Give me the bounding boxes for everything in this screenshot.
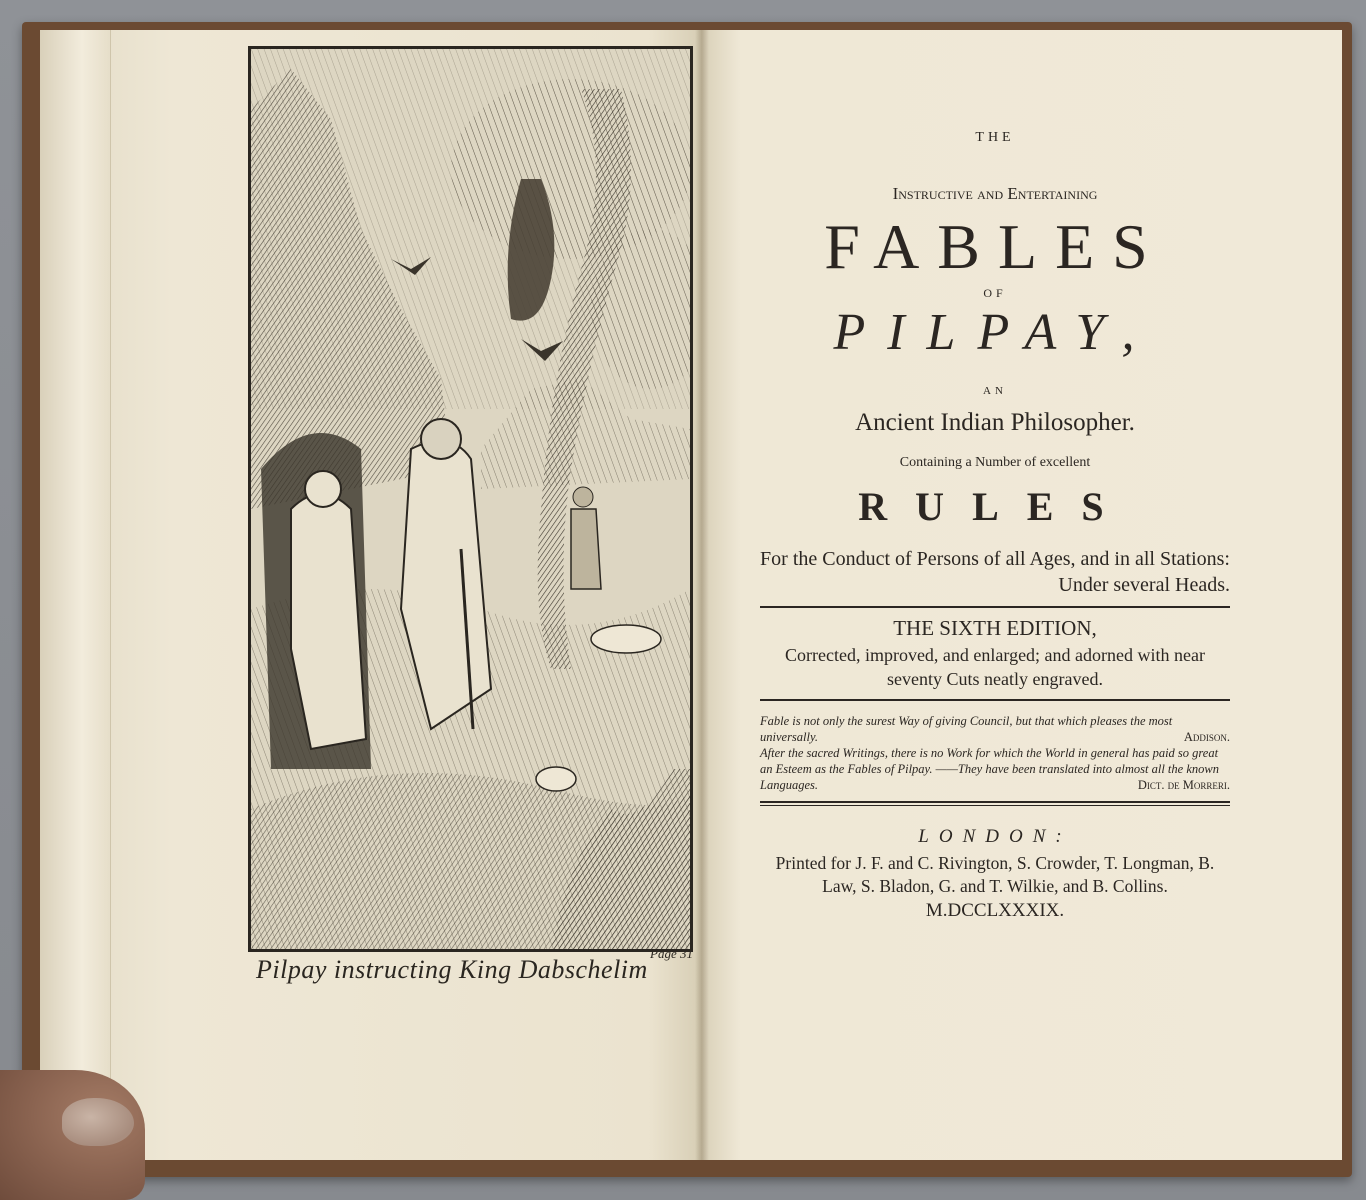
- frontispiece-engraving: [248, 46, 693, 952]
- epigraph-quote-2: After the sacred Writings, there is no Work for which the World in general has paid so great an Esteem as the Fables of Pilpay. ——They have been translated into almost all the known Languages. Dict. de Morreri.: [760, 746, 1230, 792]
- title-of: OF: [983, 286, 1007, 300]
- divider-rule-thin: [760, 805, 1230, 806]
- epigraph-quote-1: Fable is not only the surest Way of giving Council, but that which pleases the most universally. Addison.: [760, 714, 1230, 744]
- imprint-year: M.DCCLXXXIX.: [925, 900, 1065, 921]
- page-reference: Page 31: [650, 946, 693, 961]
- book-gutter: [695, 30, 709, 1160]
- frontispiece-caption: Pilpay instructing King Dabschelim: [256, 955, 648, 984]
- epigraph-author-1: Addison.: [1183, 730, 1230, 744]
- divider-rule: [760, 699, 1230, 701]
- title-page: [760, 130, 1230, 922]
- imprint-city: LONDON:: [918, 826, 1072, 847]
- title-main: FABLES: [824, 211, 1166, 282]
- imprint-printers: Printed for J. F. and C. Rivington, S. Crowder, T. Longman, B. Law, S. Bladon, G. and T. Wilkie, and B. Collins.: [775, 853, 1215, 896]
- title-name: PILPAY,: [833, 304, 1157, 361]
- edition-details: Corrected, improved, and enlarged; and adorned with near seventy Cuts neatly engraved.: [784, 645, 1205, 689]
- epigraph-author-2: Dict. de Morreri.: [1137, 778, 1230, 792]
- title-description: Ancient Indian Philosopher.: [855, 409, 1135, 436]
- title-containing: Containing a Number of excellent: [899, 455, 1091, 470]
- binding-stub: [40, 30, 111, 1160]
- epigraph: [760, 713, 1230, 793]
- divider-rule: [760, 801, 1230, 803]
- title-conduct: For the Conduct of Persons of all Ages, and in all Stations: Under several Heads.: [760, 548, 1230, 596]
- divider-rule: [760, 606, 1230, 608]
- edition-statement: THE SIXTH EDITION,: [893, 616, 1097, 640]
- title-rules: RULES: [858, 484, 1132, 529]
- thumb-nail: [62, 1098, 134, 1146]
- title-the: THE: [975, 130, 1015, 145]
- title-subtitle: Instructive and Entertaining: [892, 184, 1098, 203]
- title-an: AN: [983, 385, 1007, 397]
